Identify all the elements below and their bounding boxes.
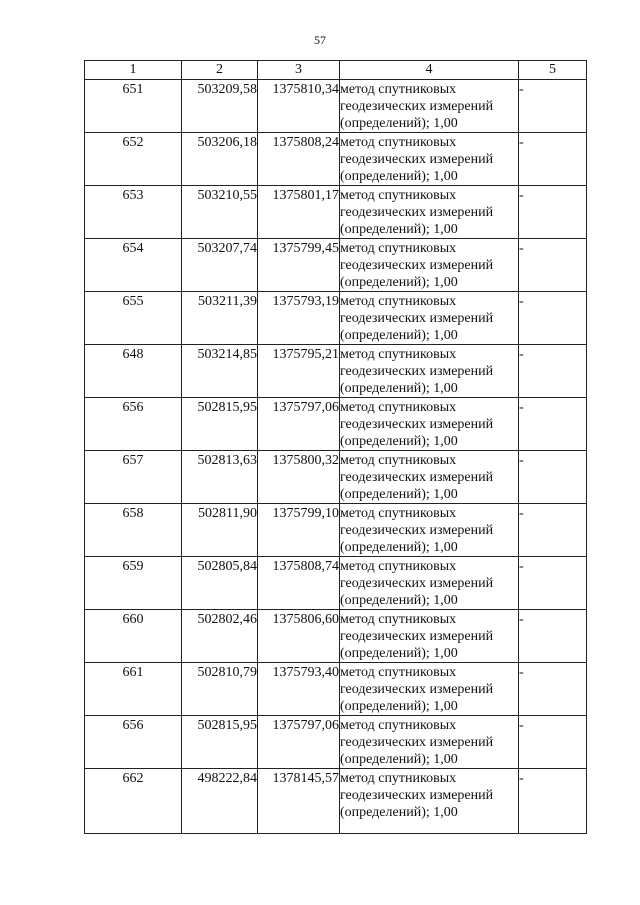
coordinate-y-cell: 1375800,32: [258, 451, 340, 504]
table-row: [85, 451, 587, 504]
point-number-cell: 656: [85, 716, 182, 769]
coordinate-x-cell: 502805,84: [182, 557, 258, 610]
point-number-cell: 660: [85, 610, 182, 663]
page-number: 57: [314, 33, 326, 47]
table-row: [85, 716, 587, 769]
coordinate-y-cell: 1375799,45: [258, 239, 340, 292]
note-cell: -: [519, 80, 587, 133]
coordinate-x-cell: 502810,79: [182, 663, 258, 716]
table-row: [85, 186, 587, 239]
coordinate-y-cell: 1375797,06: [258, 398, 340, 451]
table-body: [85, 80, 587, 834]
note-cell: -: [519, 398, 587, 451]
header-col-2: 2: [182, 61, 258, 80]
point-number-cell: 662: [85, 769, 182, 834]
note-cell: -: [519, 345, 587, 398]
method-cell: метод спутниковых геодезических измерений (определений); 1,00: [340, 345, 519, 398]
method-cell: метод спутниковых геодезических измерений (определений); 1,00: [340, 239, 519, 292]
coordinate-x-cell: 503206,18: [182, 133, 258, 186]
coordinate-y-cell: 1375799,10: [258, 504, 340, 557]
coordinates-table: [84, 60, 587, 834]
table-row: [85, 504, 587, 557]
coordinate-y-cell: 1378145,57: [258, 769, 340, 834]
coordinate-y-cell: 1375808,74: [258, 557, 340, 610]
note-cell: -: [519, 610, 587, 663]
method-cell: метод спутниковых геодезических измерений (определений); 1,00: [340, 610, 519, 663]
point-number-cell: 658: [85, 504, 182, 557]
header-col-4: 4: [340, 61, 519, 80]
note-cell: -: [519, 292, 587, 345]
method-cell: метод спутниковых геодезических измерений (определений); 1,00: [340, 133, 519, 186]
coordinate-y-cell: 1375793,19: [258, 292, 340, 345]
point-number-cell: 648: [85, 345, 182, 398]
coordinate-x-cell: 498222,84: [182, 769, 258, 834]
table-row: [85, 398, 587, 451]
table-header: [85, 61, 587, 80]
table-row: [85, 610, 587, 663]
coordinate-x-cell: 502815,95: [182, 716, 258, 769]
coordinate-y-cell: 1375806,60: [258, 610, 340, 663]
method-cell: метод спутниковых геодезических измерений (определений); 1,00: [340, 504, 519, 557]
header-col-5: 5: [519, 61, 587, 80]
coordinate-x-cell: 502802,46: [182, 610, 258, 663]
note-cell: -: [519, 557, 587, 610]
method-cell: метод спутниковых геодезических измерений (определений); 1,00: [340, 292, 519, 345]
table-row: [85, 557, 587, 610]
note-cell: -: [519, 663, 587, 716]
point-number-cell: 651: [85, 80, 182, 133]
table-row: [85, 80, 587, 133]
method-cell: метод спутниковых геодезических измерений (определений); 1,00: [340, 716, 519, 769]
note-cell: -: [519, 186, 587, 239]
header-row: [85, 61, 587, 80]
coordinate-x-cell: 503210,55: [182, 186, 258, 239]
coordinate-y-cell: 1375793,40: [258, 663, 340, 716]
point-number-cell: 652: [85, 133, 182, 186]
coordinate-x-cell: 503214,85: [182, 345, 258, 398]
table-row: [85, 292, 587, 345]
coordinate-y-cell: 1375810,34: [258, 80, 340, 133]
note-cell: -: [519, 133, 587, 186]
method-cell: метод спутниковых геодезических измерений (определений); 1,00: [340, 663, 519, 716]
coordinate-x-cell: 503207,74: [182, 239, 258, 292]
point-number-cell: 655: [85, 292, 182, 345]
note-cell: -: [519, 504, 587, 557]
point-number-cell: 656: [85, 398, 182, 451]
note-cell: -: [519, 716, 587, 769]
header-col-3: 3: [258, 61, 340, 80]
point-number-cell: 657: [85, 451, 182, 504]
coordinate-y-cell: 1375808,24: [258, 133, 340, 186]
method-cell: метод спутниковых геодезических измерений (определений); 1,00: [340, 451, 519, 504]
note-cell: -: [519, 239, 587, 292]
note-cell: -: [519, 769, 587, 834]
point-number-cell: 659: [85, 557, 182, 610]
method-cell: метод спутниковых геодезических измерений (определений); 1,00: [340, 557, 519, 610]
coordinate-x-cell: 502815,95: [182, 398, 258, 451]
point-number-cell: 653: [85, 186, 182, 239]
table-row: [85, 133, 587, 186]
method-cell: метод спутниковых геодезических измерений (определений); 1,00: [340, 186, 519, 239]
point-number-cell: 661: [85, 663, 182, 716]
coordinate-x-cell: 503211,39: [182, 292, 258, 345]
coordinate-x-cell: 502813,63: [182, 451, 258, 504]
table-row: [85, 663, 587, 716]
method-cell: метод спутниковых геодезических измерений (определений); 1,00: [340, 769, 519, 834]
coordinate-y-cell: 1375795,21: [258, 345, 340, 398]
method-cell: метод спутниковых геодезических измерений (определений); 1,00: [340, 398, 519, 451]
header-col-1: 1: [85, 61, 182, 80]
coordinate-y-cell: 1375797,06: [258, 716, 340, 769]
table-row: [85, 769, 587, 834]
table-row: [85, 239, 587, 292]
point-number-cell: 654: [85, 239, 182, 292]
coordinate-x-cell: 502811,90: [182, 504, 258, 557]
table-row: [85, 345, 587, 398]
note-cell: -: [519, 451, 587, 504]
coordinate-x-cell: 503209,58: [182, 80, 258, 133]
coordinate-y-cell: 1375801,17: [258, 186, 340, 239]
method-cell: метод спутниковых геодезических измерений (определений); 1,00: [340, 80, 519, 133]
